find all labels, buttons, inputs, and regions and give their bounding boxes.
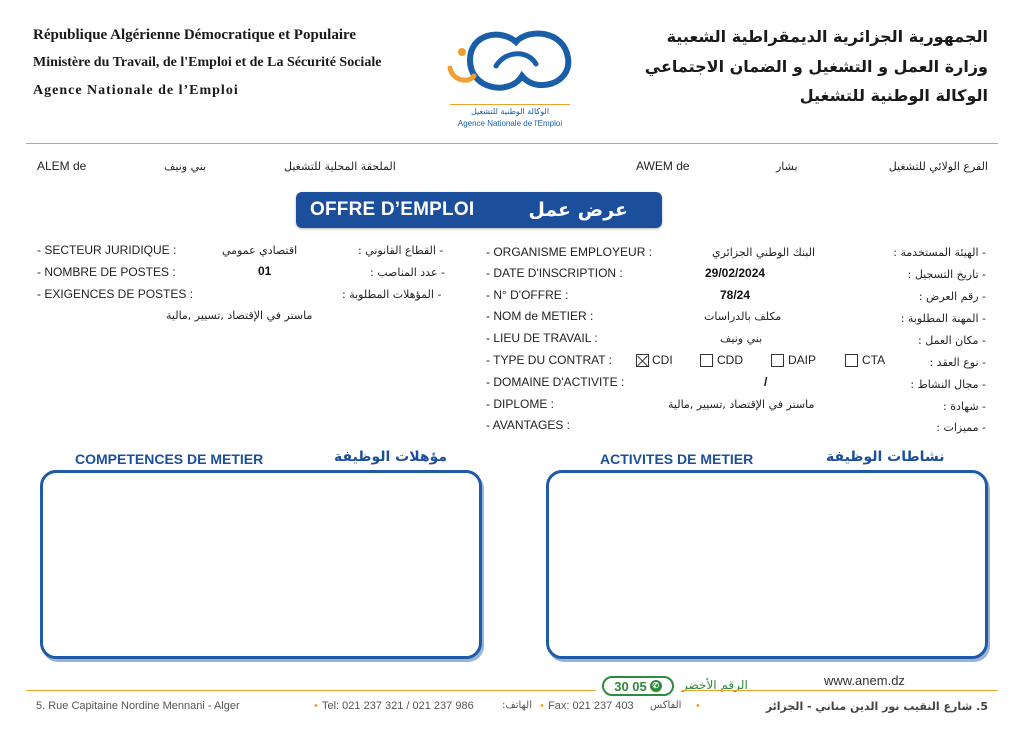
offer-title-banner [296,192,662,228]
contrat-cdi-checkbox[interactable] [636,354,649,367]
alem-value: بني ونيف [164,160,207,173]
green-number-value: 30 05 [614,678,647,694]
alem-label: ALEM de [37,159,87,173]
contrat-cdd-checkbox[interactable] [700,354,713,367]
green-number-badge [602,676,674,696]
contrat-cdi-label: CDI [652,353,673,367]
competences-title-ar: مؤهلات الوظيفة [334,449,448,465]
metier-value: مكلف بالدراسات [704,310,782,323]
metier-label: - NOM de METIER : [486,309,594,323]
footer-bullet-2: • [540,700,544,712]
header-ar-republic: الجمهورية الجزائرية الديمقراطية الشعبية [666,27,988,46]
avantages-label: - AVANTAGES : [486,418,571,432]
logo-ar-text: الوكالة الوطنية للتشغيل [470,107,550,116]
secteur-ar-label: - القطاع القانوني : [358,244,444,257]
footer-address-ar: 5. شارع النقيب نور الدين مناني - الجزائر [765,700,988,713]
footer-tel: Tel: 021 237 321 / 021 237 986 [322,700,474,712]
offre-value: 78/24 [720,288,751,302]
activites-title-fr: ACTIVITES DE METIER [600,451,754,467]
contrat-cta-label: CTA [862,353,886,367]
avantages-ar-label: - مميزات : [936,421,986,434]
postes-ar-label: - عدد المناصب : [370,266,445,279]
activites-box[interactable] [546,470,988,659]
exigences-label: - EXIGENCES DE POSTES : [37,287,194,301]
postes-label: - NOMBRE DE POSTES : [37,265,176,279]
footer-fax: Fax: 021 237 403 [548,700,634,712]
phone-icon: ✆ [650,680,662,692]
alem-ar-label: الملحقة المحلية للتشغيل [284,160,396,173]
exigences-value: ماستر في الإقتصاد ,تسيير ,مالية [166,309,313,322]
header-ar-agency: الوكالة الوطنية للتشغيل [799,86,988,105]
diplome-label: - DIPLOME : [486,397,555,411]
green-number-label: الرقم الأخضر [682,678,748,692]
domaine-value: / [764,375,768,389]
footer-bullet-3: • [696,700,700,712]
awem-ar-label: الفرع الولائي للتشغيل [888,160,988,173]
header-fr-ministry: Ministère du Travail, de l'Emploi et de La Sécurité Sociale [33,55,382,70]
offre-ar-label: - رقم العرض : [918,290,986,303]
header-fr-republic: République Algérienne Démocratique et Populaire [33,27,357,43]
organisme-label: - ORGANISME EMPLOYEUR : [486,245,653,259]
anem-logo-icon [440,20,580,102]
secteur-label: - SECTEUR JURIDIQUE : [37,243,177,257]
lieu-label: - LIEU DE TRAVAIL : [486,331,598,345]
postes-value: 01 [258,264,272,278]
organisme-ar-label: - الهيئة المستخدمة : [893,246,986,259]
offer-title-fr: OFFRE D’EMPLOI [310,199,475,220]
contrat-ar-label: - نوع العقد : [929,356,986,369]
metier-ar-label: - المهنة المطلوبة : [900,312,986,325]
offer-title-ar: عرض عمل [528,199,628,221]
date-label: - DATE D'INSCRIPTION : [486,266,623,280]
date-ar-label: - تاريخ التسجيل : [907,268,986,281]
offre-label: - N° D'OFFRE : [486,288,569,302]
footer-fax-ar: الفاكس [650,700,682,711]
date-value: 29/02/2024 [705,266,766,280]
organisme-value: البنك الوطني الجزائري [712,246,816,259]
contrat-daip-checkbox[interactable] [771,354,784,367]
website-link[interactable]: www.anem.dz [824,673,905,688]
diplome-value: ماستر في الإقتصاد ,تسيير ,مالية [668,398,815,411]
lieu-value: بني ونيف [720,332,763,345]
header-divider [26,143,998,144]
contrat-label: - TYPE DU CONTRAT : [486,353,613,367]
footer-address-fr: 5. Rue Capitaine Nordine Mennani - Alger [36,700,240,712]
domaine-label: - DOMAINE D'ACTIVITE : [486,375,625,389]
header-ar-ministry: وزارة العمل و التشغيل و الضمان الاجتماعي [644,57,988,76]
anem-logo [440,20,580,132]
contrat-cta-checkbox[interactable] [845,354,858,367]
logo-fr-text: Agence Nationale de l'Emploi [457,119,563,128]
footer-tel-ar: الهاتف: [502,700,532,711]
header-fr-agency: Agence Nationale de l’Emploi [33,83,239,98]
footer-divider-left [26,690,596,691]
awem-value: بشار [776,160,798,173]
competences-box[interactable] [40,470,482,659]
competences-title-fr: COMPETENCES DE METIER [75,451,264,467]
contrat-daip-label: DAIP [788,353,817,367]
footer-divider-right [682,690,998,691]
secteur-value: اقتصادي عمومي [222,244,298,257]
diplome-ar-label: - شهادة : [943,400,986,413]
domaine-ar-label: - مجال النشاط : [910,378,986,391]
exigences-ar-label: - المؤهلات المطلوبة : [342,288,442,301]
awem-label: AWEM de [636,159,690,173]
lieu-ar-label: - مكان العمل : [918,334,986,347]
footer-bullet-1: • [314,700,318,712]
contrat-cdd-label: CDD [717,353,743,367]
activites-title-ar: نشاطات الوظيفة [826,449,945,465]
